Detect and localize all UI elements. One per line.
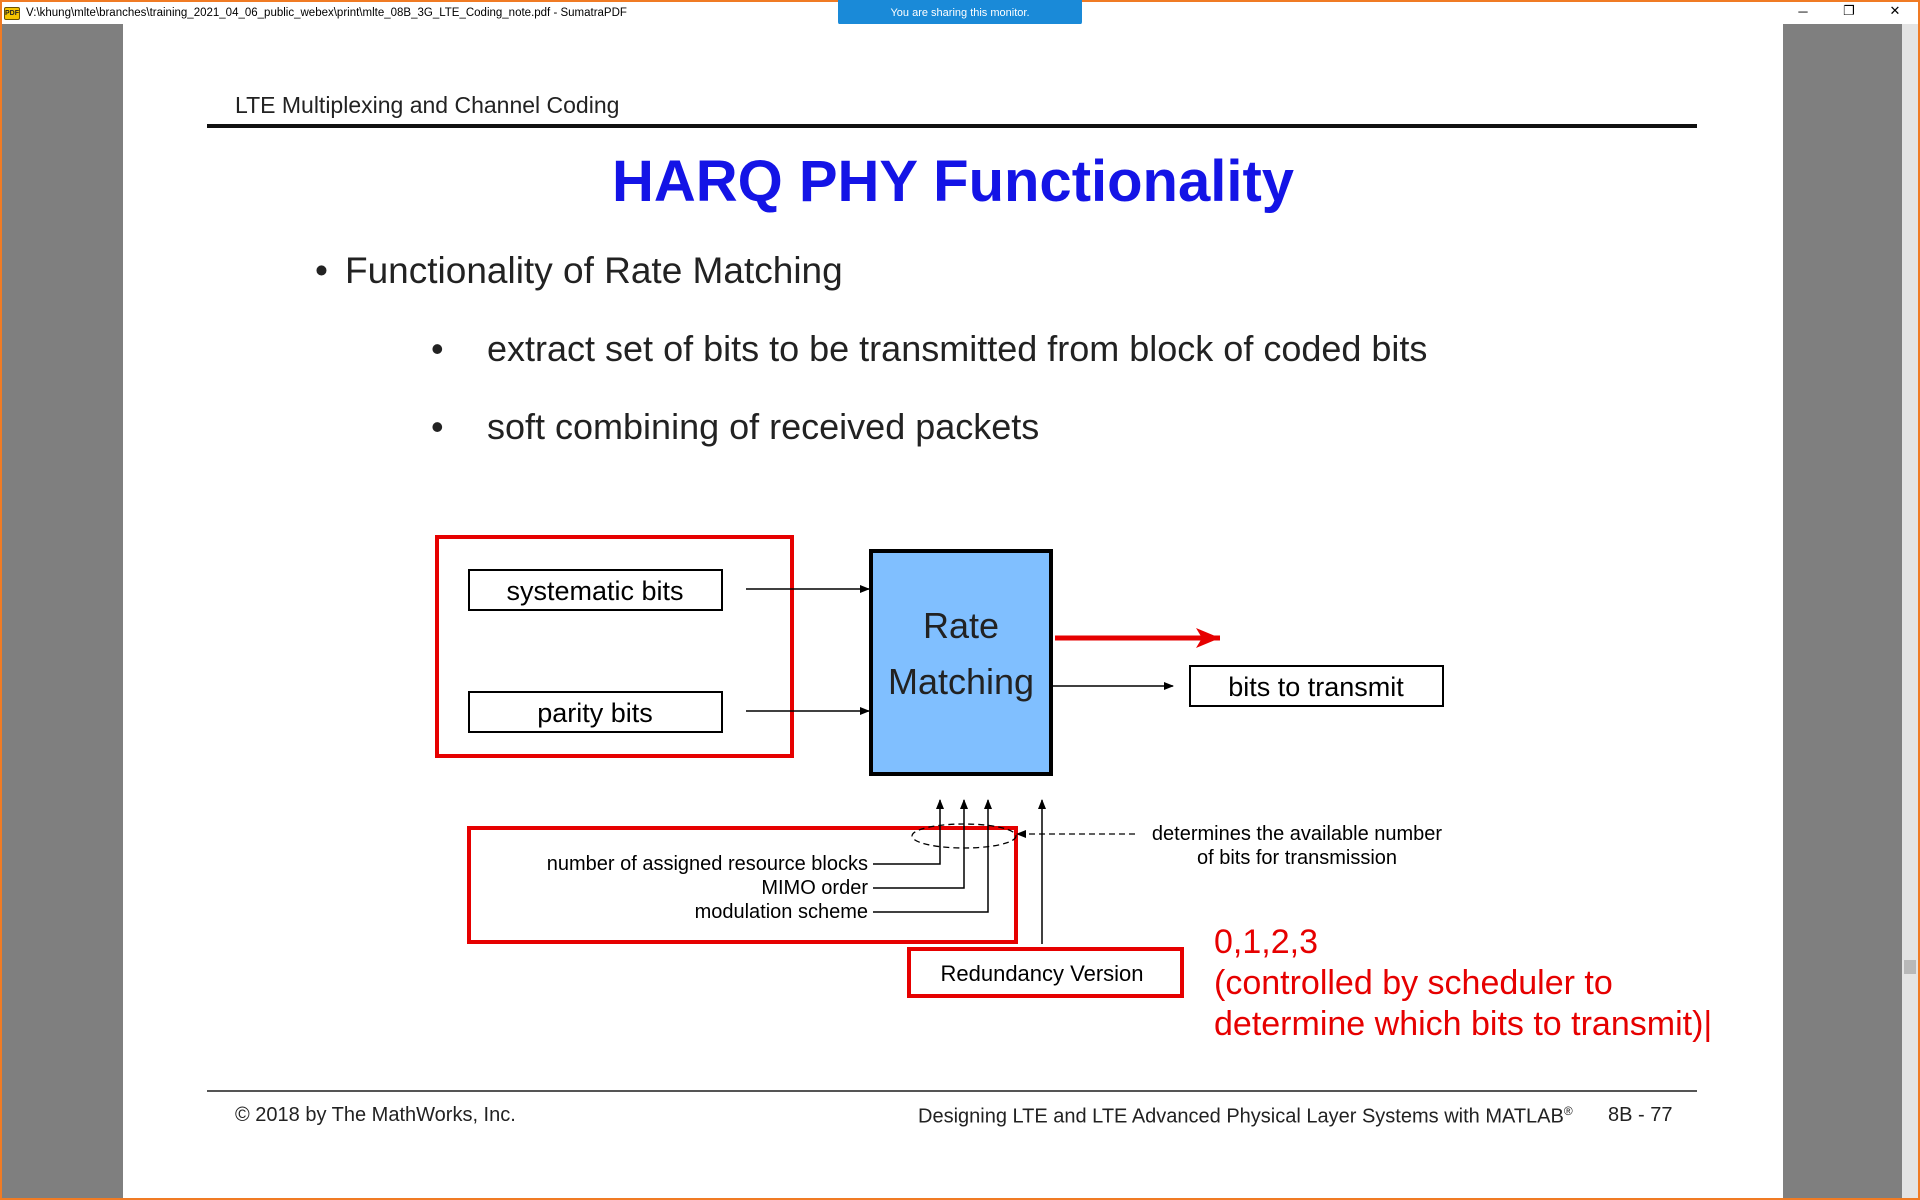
vertical-scrollbar[interactable] [1902, 24, 1918, 1198]
pdf-page [123, 24, 1783, 1198]
document-viewport[interactable] [2, 24, 1918, 1198]
param-line-1 [873, 800, 940, 864]
red-annotation [1214, 922, 1712, 1045]
scrollbar-thumb[interactable] [1904, 960, 1916, 974]
redundancy-version-label: Redundancy Version [940, 961, 1144, 986]
footer-course-text: Designing LTE and LTE Advanced Physical Layer Systems with MATLAB [918, 1105, 1564, 1128]
note-line1: determines the available number [1151, 823, 1443, 845]
sub-bullet-marker: • [431, 328, 444, 369]
note-line2: of bits for transmission [1196, 847, 1398, 869]
systematic-bits-label: systematic bits [506, 576, 684, 606]
slide-header: LTE Multiplexing and Channel Coding [235, 92, 620, 118]
block-label-line1: Rate [922, 605, 1000, 646]
footer-copyright: © 2018 by The MathWorks, Inc. [235, 1104, 516, 1126]
block-label-line2: Matching [887, 661, 1035, 702]
bullet-marker: • [315, 250, 328, 291]
param-resource-blocks: number of assigned resource blocks [546, 853, 868, 875]
registered-mark: ® [1563, 1104, 1573, 1118]
close-button[interactable]: ✕ [1889, 3, 1901, 18]
parity-bits-label: parity bits [537, 698, 653, 728]
screen-share-banner[interactable]: You are sharing this monitor. [838, 0, 1082, 25]
restore-button[interactable]: ❐ [1843, 3, 1855, 18]
param-line-3 [873, 800, 988, 912]
param-line-2 [873, 800, 964, 888]
annotation-line1: 0,1,2,3 [1214, 923, 1318, 961]
sub-bullet-1-text: extract set of bits to be transmitted from block of coded bits [487, 328, 1428, 369]
param-mimo-order: MIMO order [761, 877, 868, 899]
sub-bullet-marker: • [431, 406, 444, 447]
bullet-main-text: Functionality of Rate Matching [345, 250, 843, 291]
footer-divider [207, 1090, 1697, 1092]
sumatra-app-icon: PDF [4, 7, 20, 20]
footer-course-title [918, 1104, 1573, 1129]
param-modulation: modulation scheme [694, 901, 868, 923]
sub-bullet-2-text: soft combining of received packets [487, 406, 1040, 447]
page-number: 8B - 77 [1608, 1104, 1673, 1126]
params-highlight-box [469, 828, 1016, 942]
minimize-button[interactable]: ─ [1798, 3, 1808, 19]
annotation-line2: (controlled by scheduler to [1214, 964, 1613, 1002]
slide-title: HARQ PHY Functionality [611, 149, 1295, 214]
bits-to-transmit-label: bits to transmit [1228, 672, 1404, 702]
annotation-line3: determine which bits to transmit)| [1214, 1005, 1713, 1043]
window-title: V:\khung\mlte\branches\training_2021_04_06_public_webex\print\mlte_08B_3G_LTE_Coding_note.pdf - SumatraPDF [26, 7, 627, 19]
